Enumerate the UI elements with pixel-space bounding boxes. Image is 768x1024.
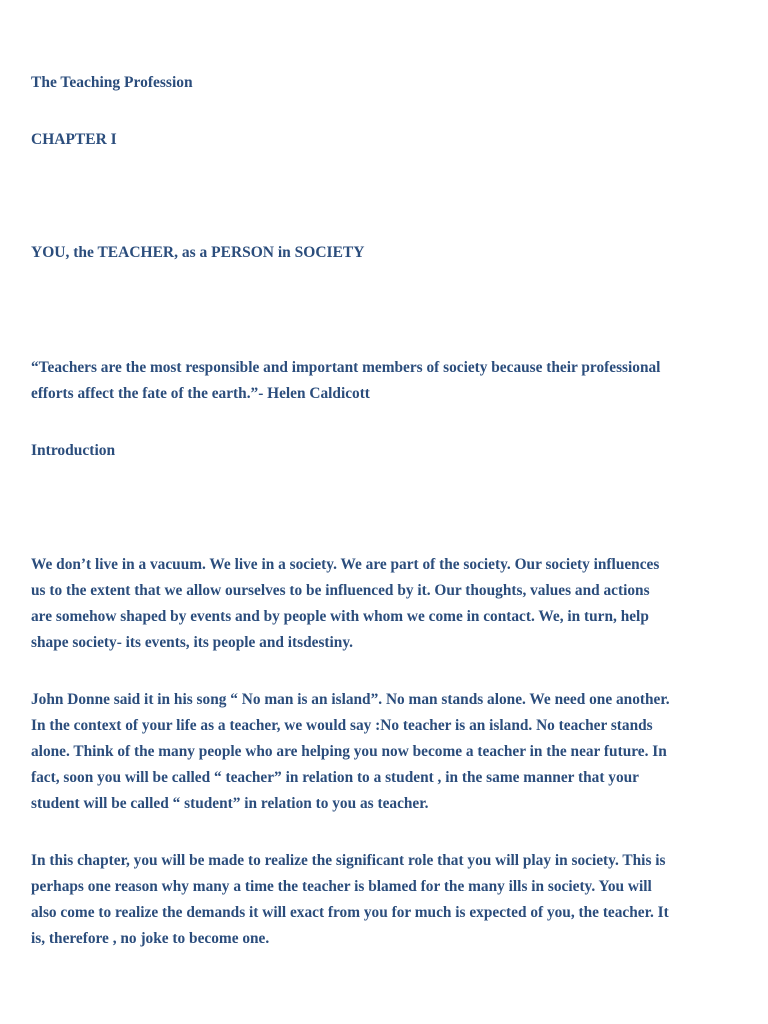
paragraph-line: also come to realize the demands it will exact from you for much is expected of you, the teacher. It	[31, 904, 669, 921]
paragraph-1	[31, 552, 768, 656]
paragraph-line: We don’t live in a vacuum. We live in a society. We are part of the society. Our society influences	[31, 556, 660, 573]
paragraph-line: us to the extent that we allow ourselves to be influenced by it. Our thoughts, values and actions	[31, 582, 650, 599]
paragraph-line: In this chapter, you will be made to realize the significant role that you will play in society. This is	[31, 852, 666, 869]
epigraph-quote	[31, 355, 768, 407]
paragraph-line: shape society- its events, its people and itsdestiny.	[31, 634, 354, 651]
paragraph-2	[31, 687, 768, 817]
quote-line: efforts affect the fate of the earth.”- Helen Caldicott	[31, 385, 370, 402]
paragraph-line: student will be called “ student” in relation to you as teacher.	[31, 795, 429, 812]
paragraph-line: alone. Think of the many people who are helping you now become a teacher in the near future. In	[31, 743, 667, 760]
paragraph-line: John Donne said it in his song “ No man is an island”. No man stands alone. We need one another.	[31, 691, 670, 708]
chapter-number: CHAPTER I	[31, 131, 117, 148]
paragraph-line: fact, soon you will be called “ teacher” in relation to a student , in the same manner that your	[31, 769, 640, 786]
quote-line: “Teachers are the most responsible and important members of society because their professional	[31, 359, 661, 376]
chapter-title: YOU, the TEACHER, as a PERSON in SOCIETY	[31, 244, 365, 261]
paragraph-line: is, therefore , no joke to become one.	[31, 930, 270, 947]
section-heading-introduction: Introduction	[31, 442, 116, 459]
paragraph-line: are somehow shaped by events and by people with whom we come in contact. We, in turn, help	[31, 608, 649, 625]
book-title: The Teaching Profession	[31, 74, 193, 91]
paragraph-line: perhaps one reason why many a time the teacher is blamed for the many ills in society. You will	[31, 878, 652, 895]
paragraph-3	[31, 848, 768, 952]
paragraph-line: In the context of your life as a teacher, we would say :No teacher is an island. No teacher stands	[31, 717, 653, 734]
